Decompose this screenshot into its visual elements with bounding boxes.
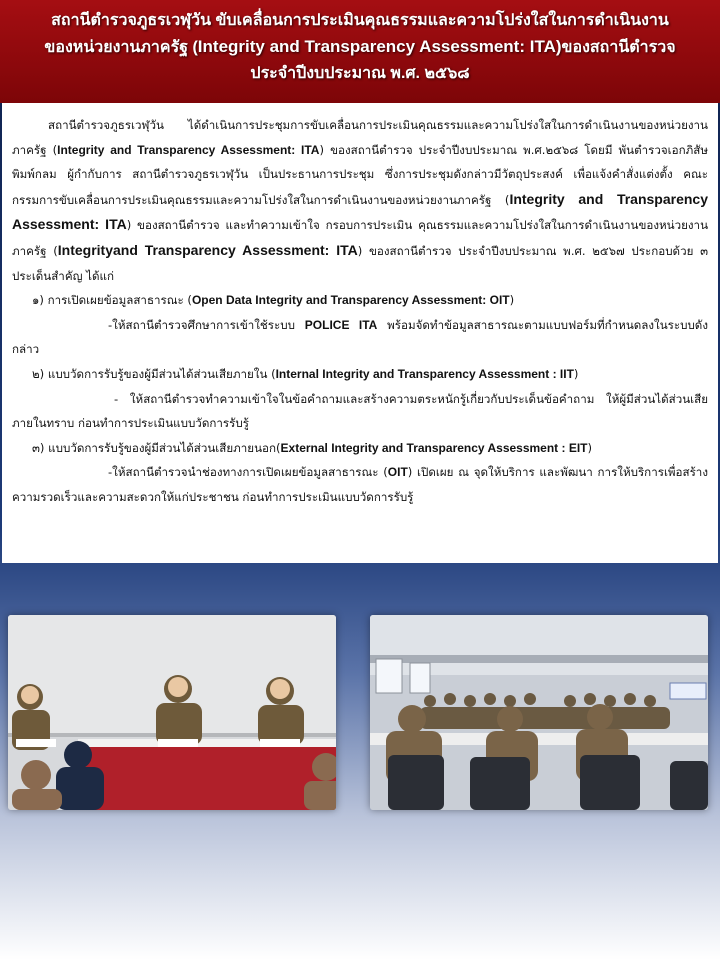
- meeting-photo-head-table: [8, 615, 336, 810]
- item-3-desc-en: OIT: [387, 465, 408, 480]
- intro-ita-term-2: Integrity and Transparency Assessment: ITA: [12, 190, 709, 233]
- item-1-description: [12, 313, 708, 362]
- intro-ita-term-3: Integrityand Transparency Assessment: ITA: [57, 241, 358, 258]
- intro-paragraph: [12, 113, 708, 288]
- item-2-title-end: ): [573, 366, 579, 381]
- item-1-desc-en: POLICE ITA: [304, 317, 378, 332]
- item-1-title: [12, 288, 708, 313]
- item-1-title-th: ๑) การเปิดเผยข้อมูลสาธารณะ (: [32, 293, 192, 308]
- item-3-desc-b: ) เปิดเผย ณ จุดให้บริการ และพัฒนา การให้บริการเพื่อสร้างความรวดเร็วและความสะดวกให้แก่ประชาชน ก่อนทำการประเมินแบบวัดการรับรู้: [12, 465, 708, 504]
- intro-text-c: ) ของสถานีตำรวจ และทำความเข้าใจ กรอบการประเมิน คุณธรรมและความโปร่งใสในการดำเนินงานของหน่วยงานภาครัฐ (: [12, 218, 708, 258]
- head-table-illustration: [8, 615, 336, 810]
- item-3-title-en: External Integrity and Transparency Assessment : EIT: [280, 440, 588, 455]
- header-line-2-th-b: ของสถานีตำรวจ: [561, 39, 676, 56]
- intro-text-b: ) ของสถานีตำรวจ ประจำปีงบประมาณ พ.ศ.๒๕๖๘ โดยมี พันตำรวจเอกภิสัษ พิมพ์กลม ผู้กำกับการ สถานีตำรวจภูธรเวฬุวัน เป็นประธานการประชุม ซึ่งการประชุมดังกล่าวมีวัตถุประสงค์ เพื่อแจ้งคำสั่งแต่งตั้ง คณะกรรมการขับเคลื่อนการประเมินคุณธรรมและความโปร่งใสในการดำเนินงานของหน่วยงานภาครัฐ (: [12, 142, 708, 207]
- header-title-line-1: สถานีตำรวจภูธรเวฬุวัน ขับเคลื่อนการประเมินคุณธรรมและความโปร่งใสในการดำเนินงาน: [51, 12, 669, 29]
- item-2-title-th: ๒) แบบวัดการรับรู้ของผู้มีส่วนได้ส่วนเสียภายใน (: [32, 366, 276, 381]
- header-line-2-th-a: ของหน่วยงานภาครัฐ (: [44, 39, 198, 56]
- audience-illustration: [370, 615, 708, 810]
- page-header: [0, 0, 720, 103]
- item-3-description: [12, 460, 708, 509]
- intro-ita-term-1: Integrity and Transparency Assessment: ITA: [57, 142, 320, 157]
- item-2-title: [12, 362, 708, 387]
- item-3-title: [12, 436, 708, 461]
- item-1-title-en: Open Data Integrity and Transparency Assessment: OIT: [191, 293, 510, 308]
- header-title-line-2: [14, 34, 706, 61]
- item-3-title-th: ๓) แบบวัดการรับรู้ของผู้มีส่วนได้ส่วนเสียภายนอก(: [32, 440, 281, 455]
- intro-text-a: สถานีตำรวจภูธรเวฬุวัน ได้ดำเนินการประชุมการขับเคลื่อนการประเมินคุณธรรมและความโปร่งใสในการดำเนินงานของหน่วยงานภาครัฐ (: [12, 118, 708, 157]
- item-2-title-en: Internal Integrity and Transparency Assessment : IIT: [275, 366, 574, 381]
- meeting-photo-audience: [370, 615, 708, 810]
- article-body: [2, 103, 718, 563]
- intro-text-d: ) ของสถานีตำรวจ ประจำปีงบประมาณ พ.ศ. ๒๕๖๗ ประกอบด้วย ๓ ประเด็นสำคัญ ได้แก่: [12, 243, 708, 283]
- header-title-line-3: ประจำปีงบประมาณ พ.ศ. ๒๕๖๘: [250, 65, 470, 82]
- item-1-desc-a: -ให้สถานีตำรวจศึกษาการเข้าใช้ระบบ: [108, 317, 305, 332]
- item-3-title-end: ): [587, 440, 593, 455]
- item-1-title-end: ): [509, 293, 515, 308]
- header-line-2-en: Integrity and Transparency Assessment: ITA): [197, 37, 562, 56]
- item-1-desc-b: พร้อมจัดทำข้อมูลสาธารณะตามแบบฟอร์มที่กำหนดลงในระบบดังกล่าว: [12, 317, 708, 357]
- item-2-description: - ให้สถานีตำรวจทำความเข้าใจในข้อคำถามและสร้างความตระหนักรู้เกี่ยวกับประเด็นข้อคำถาม ให้ผู้มีส่วนได้ส่วนเสียภายในทราบ ก่อนทำการประเมินแบบวัดการรับรู้: [12, 391, 708, 431]
- item-3-desc-a: -ให้สถานีตำรวจนำช่องทางการเปิดเผยข้อมูลสาธารณะ (: [108, 465, 388, 480]
